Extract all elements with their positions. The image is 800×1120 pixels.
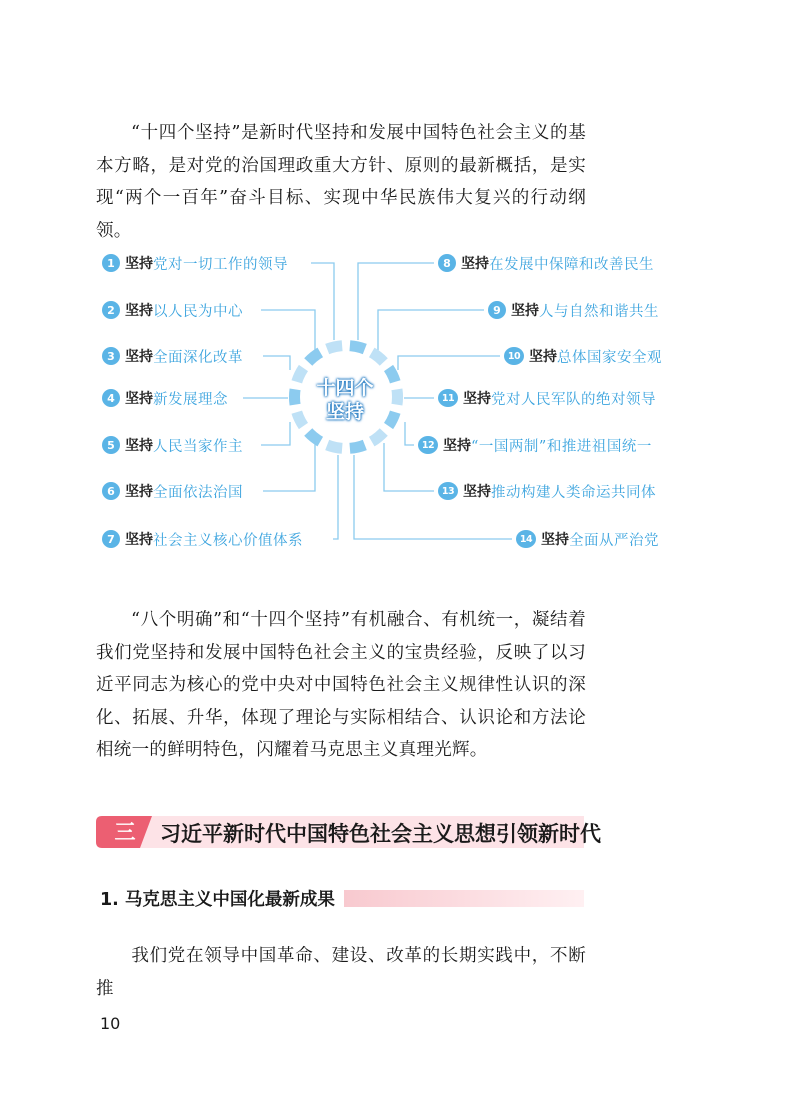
item-keyword: 坚持 bbox=[461, 256, 489, 272]
item-number-badge: 11 bbox=[438, 389, 458, 407]
item-number-badge: 8 bbox=[438, 254, 456, 272]
item-keyword: 坚持 bbox=[463, 391, 491, 407]
item-keyword: 坚持 bbox=[125, 303, 153, 319]
item-number-badge: 9 bbox=[488, 301, 506, 319]
connector-line bbox=[378, 310, 484, 352]
item-text: 全面深化改革 bbox=[153, 349, 243, 366]
connector-line bbox=[333, 455, 338, 539]
item-text: 人民当家作主 bbox=[153, 438, 243, 455]
connector-line bbox=[398, 356, 500, 370]
item-keyword: 坚持 bbox=[125, 256, 153, 272]
connector-line bbox=[358, 263, 434, 340]
item-text: 总体国家安全观 bbox=[557, 349, 662, 366]
adherence-item-14 bbox=[516, 528, 659, 550]
adherence-item-9 bbox=[488, 299, 659, 321]
adherence-item-1 bbox=[102, 252, 288, 274]
connector-line bbox=[261, 422, 290, 445]
subsection-decor-bar bbox=[344, 890, 584, 907]
item-number-badge: 1 bbox=[102, 254, 120, 272]
item-keyword: 坚持 bbox=[529, 349, 557, 365]
adherence-item-2 bbox=[102, 299, 243, 321]
adherence-item-3 bbox=[102, 345, 243, 367]
item-number-badge: 4 bbox=[102, 389, 120, 407]
item-text: 以人民为中心 bbox=[153, 303, 243, 320]
fourteen-adherences-diagram bbox=[0, 240, 800, 570]
item-text: 党对一切工作的领导 bbox=[153, 256, 288, 273]
adherence-item-11 bbox=[438, 387, 656, 409]
adherence-item-5 bbox=[102, 434, 243, 456]
section-heading bbox=[94, 811, 601, 853]
adherence-item-8 bbox=[438, 252, 654, 274]
connector-line bbox=[261, 310, 315, 352]
connector-line bbox=[263, 356, 290, 370]
item-number-badge: 12 bbox=[418, 436, 438, 454]
item-keyword: 坚持 bbox=[463, 484, 491, 500]
connector-line bbox=[263, 443, 315, 491]
item-number-badge: 10 bbox=[504, 347, 524, 365]
item-text: 推动构建人类命运共同体 bbox=[491, 484, 656, 501]
connector-line bbox=[405, 422, 414, 445]
adherence-item-10 bbox=[504, 345, 662, 367]
item-number-badge: 6 bbox=[102, 482, 120, 500]
item-text: 人与自然和谐共生 bbox=[539, 303, 659, 320]
item-text: 全面依法治国 bbox=[153, 484, 243, 501]
adherence-item-12 bbox=[418, 434, 652, 456]
adherence-item-4 bbox=[102, 387, 228, 409]
item-keyword: 坚持 bbox=[541, 532, 569, 548]
item-keyword: 坚持 bbox=[443, 438, 471, 454]
item-keyword: 坚持 bbox=[125, 484, 153, 500]
adherence-item-13 bbox=[438, 480, 656, 502]
item-text: 全面从严治党 bbox=[569, 532, 659, 549]
item-number-badge: 13 bbox=[438, 482, 458, 500]
body-paragraph: 我们党在领导中国革命、建设、改革的长期实践中，不断推 bbox=[96, 946, 586, 999]
intro-paragraph: “十四个坚持”是新时代坚持和发展中国特色社会主义的基本方略，是对党的治国理政重大方针、原则的最新概括，是实现“两个一百年”奋斗目标、实现中华民族伟大复兴的行动纲领。 bbox=[96, 123, 586, 241]
hub-title: 十四个 坚持 bbox=[316, 377, 374, 423]
item-number-badge: 14 bbox=[516, 530, 536, 548]
item-number-badge: 5 bbox=[102, 436, 120, 454]
item-keyword: 坚持 bbox=[125, 438, 153, 454]
section-title: 习近平新时代中国特色社会主义思想引领新时代 bbox=[160, 822, 601, 846]
item-number-badge: 3 bbox=[102, 347, 120, 365]
item-number-badge: 7 bbox=[102, 530, 120, 548]
section-number: 三 bbox=[114, 820, 136, 844]
item-text: 社会主义核心价值体系 bbox=[153, 532, 303, 549]
adherence-item-6 bbox=[102, 480, 243, 502]
item-keyword: 坚持 bbox=[125, 532, 153, 548]
item-keyword: 坚持 bbox=[125, 349, 153, 365]
summary-paragraph: “八个明确”和“十四个坚持”有机融合、有机统一，凝结着我们党坚持和发展中国特色社会主义的宝贵经验，反映了以习近平同志为核心的党中央对中国特色社会主义规律性认识的深化、拓展、升华，体现了理论与实际相结合、认识论和方法论相统一的鲜明特色，闪耀着马克思主义真理光辉。 bbox=[96, 610, 586, 760]
item-text: 在发展中保障和改善民生 bbox=[489, 256, 654, 273]
item-text: “一国两制”和推进祖国统一 bbox=[471, 438, 652, 455]
subsection-title: 1. 马克思主义中国化最新成果 bbox=[100, 890, 335, 910]
subsection-heading bbox=[100, 886, 584, 910]
item-keyword: 坚持 bbox=[511, 303, 539, 319]
item-keyword: 坚持 bbox=[125, 391, 153, 407]
page-number: 10 bbox=[100, 1014, 121, 1033]
adherence-item-7 bbox=[102, 528, 303, 550]
item-text: 党对人民军队的绝对领导 bbox=[491, 391, 656, 408]
item-number-badge: 2 bbox=[102, 301, 120, 319]
item-text: 新发展理念 bbox=[153, 391, 228, 408]
